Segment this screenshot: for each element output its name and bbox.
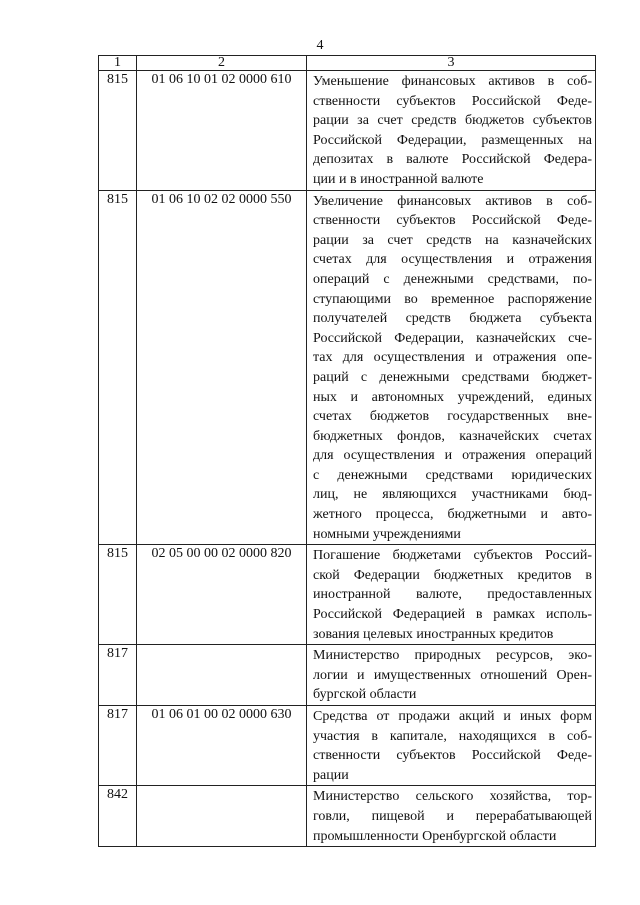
table-row [99,190,596,545]
description-line: ции и в иностранной валюте [313,171,484,187]
classification-code-cell [137,786,307,847]
page-number: 4 [316,38,324,53]
description-line: номными учреждениями [313,526,461,542]
description-line: рации за счет средств на казначейских [313,232,592,248]
description-line: Российской Федерацией в рамках исполь- [313,607,592,623]
description-line: Погашение бюджетами субъектов Россий- [313,548,592,564]
description-cell [307,786,596,847]
budget-codes-table [98,55,596,847]
admin-code-cell: 815 [99,71,137,191]
table-row [99,71,596,191]
description-line: операций с денежными средствами, по- [313,271,592,287]
classification-code-cell: 01 06 10 01 02 0000 610 [137,71,307,191]
description-line: Министерство природных ресурсов, эко- [313,648,592,664]
description-line: раций с денежными средствами бюджет- [313,369,592,385]
column-header-3: 3 [307,56,596,71]
description-line: иностранной валюте, предоставленных [313,587,592,603]
description-line: бургской области [313,687,417,703]
description-line: счетах для осуществления и отражения [313,252,592,268]
description-cell [307,71,596,191]
description-line: для осуществления и отражения операций [313,448,592,464]
table-row [99,645,596,706]
description-line: получателей средств бюджета субъекта [313,311,592,327]
description-line: логии и имущественных отношений Орен- [313,667,592,683]
description-cell [307,545,596,645]
description-line: бюджетных фондов, казначейских счетах [313,428,592,444]
description-cell [307,706,596,786]
description-line: участия в капитале, находящихся в соб- [313,728,592,744]
description-line: Российской Федерации, размещенных на [313,132,592,148]
description-line: ской Федерации бюджетных кредитов в [313,567,592,583]
description-line: промышленности Оренбургской области [313,828,557,844]
admin-code-cell: 815 [99,545,137,645]
classification-code-cell: 01 06 10 02 02 0000 550 [137,190,307,545]
description-line: тах для осуществления и отражения опе- [313,350,592,366]
description-line: ственности субъектов Российской Феде- [313,213,592,229]
table-row [99,786,596,847]
table-row [99,545,596,645]
description-line: депозитах в валюте Российской Федера- [313,152,592,168]
column-header-2: 2 [137,56,307,71]
description-line: с денежными средствами юридических [313,467,592,483]
description-cell [307,645,596,706]
description-line: ных и автономных учреждений, единых [313,389,592,405]
description-line: ственности субъектов Российской Феде- [313,93,592,109]
description-line: рации за счет средств бюджетов субъектов [313,113,592,129]
admin-code-cell: 817 [99,706,137,786]
table-row [99,706,596,786]
description-line: жетного процесса, бюджетными и авто- [313,507,592,523]
description-line: рации [313,767,349,783]
admin-code-cell: 815 [99,190,137,545]
classification-code-cell: 02 05 00 00 02 0000 820 [137,545,307,645]
description-line: Министерство сельского хозяйства, тор- [313,789,592,805]
header-row [99,56,596,71]
column-header-1: 1 [99,56,137,71]
description-line: Увеличение финансовых активов в соб- [313,193,592,209]
table-body [99,71,596,847]
description-line: счетах бюджетов государственных вне- [313,409,592,425]
description-line: ступающими во временное распоряжение [313,291,592,307]
classification-code-cell [137,645,307,706]
description-cell [307,190,596,545]
classification-code-cell: 01 06 01 00 02 0000 630 [137,706,307,786]
admin-code-cell: 842 [99,786,137,847]
admin-code-cell: 817 [99,645,137,706]
description-line: Уменьшение финансовых активов в соб- [313,74,592,89]
description-line: ственности субъектов Российской Феде- [313,748,592,764]
description-line: зования целевых иностранных кредитов [313,626,554,642]
description-line: Средства от продажи акций и иных форм [313,709,592,724]
description-line: лиц, не являющихся участниками бюд- [313,487,592,503]
description-line: Российской Федерации, казначейских сче- [313,330,592,346]
description-line: говли, пищевой и перерабатывающей [313,808,592,824]
